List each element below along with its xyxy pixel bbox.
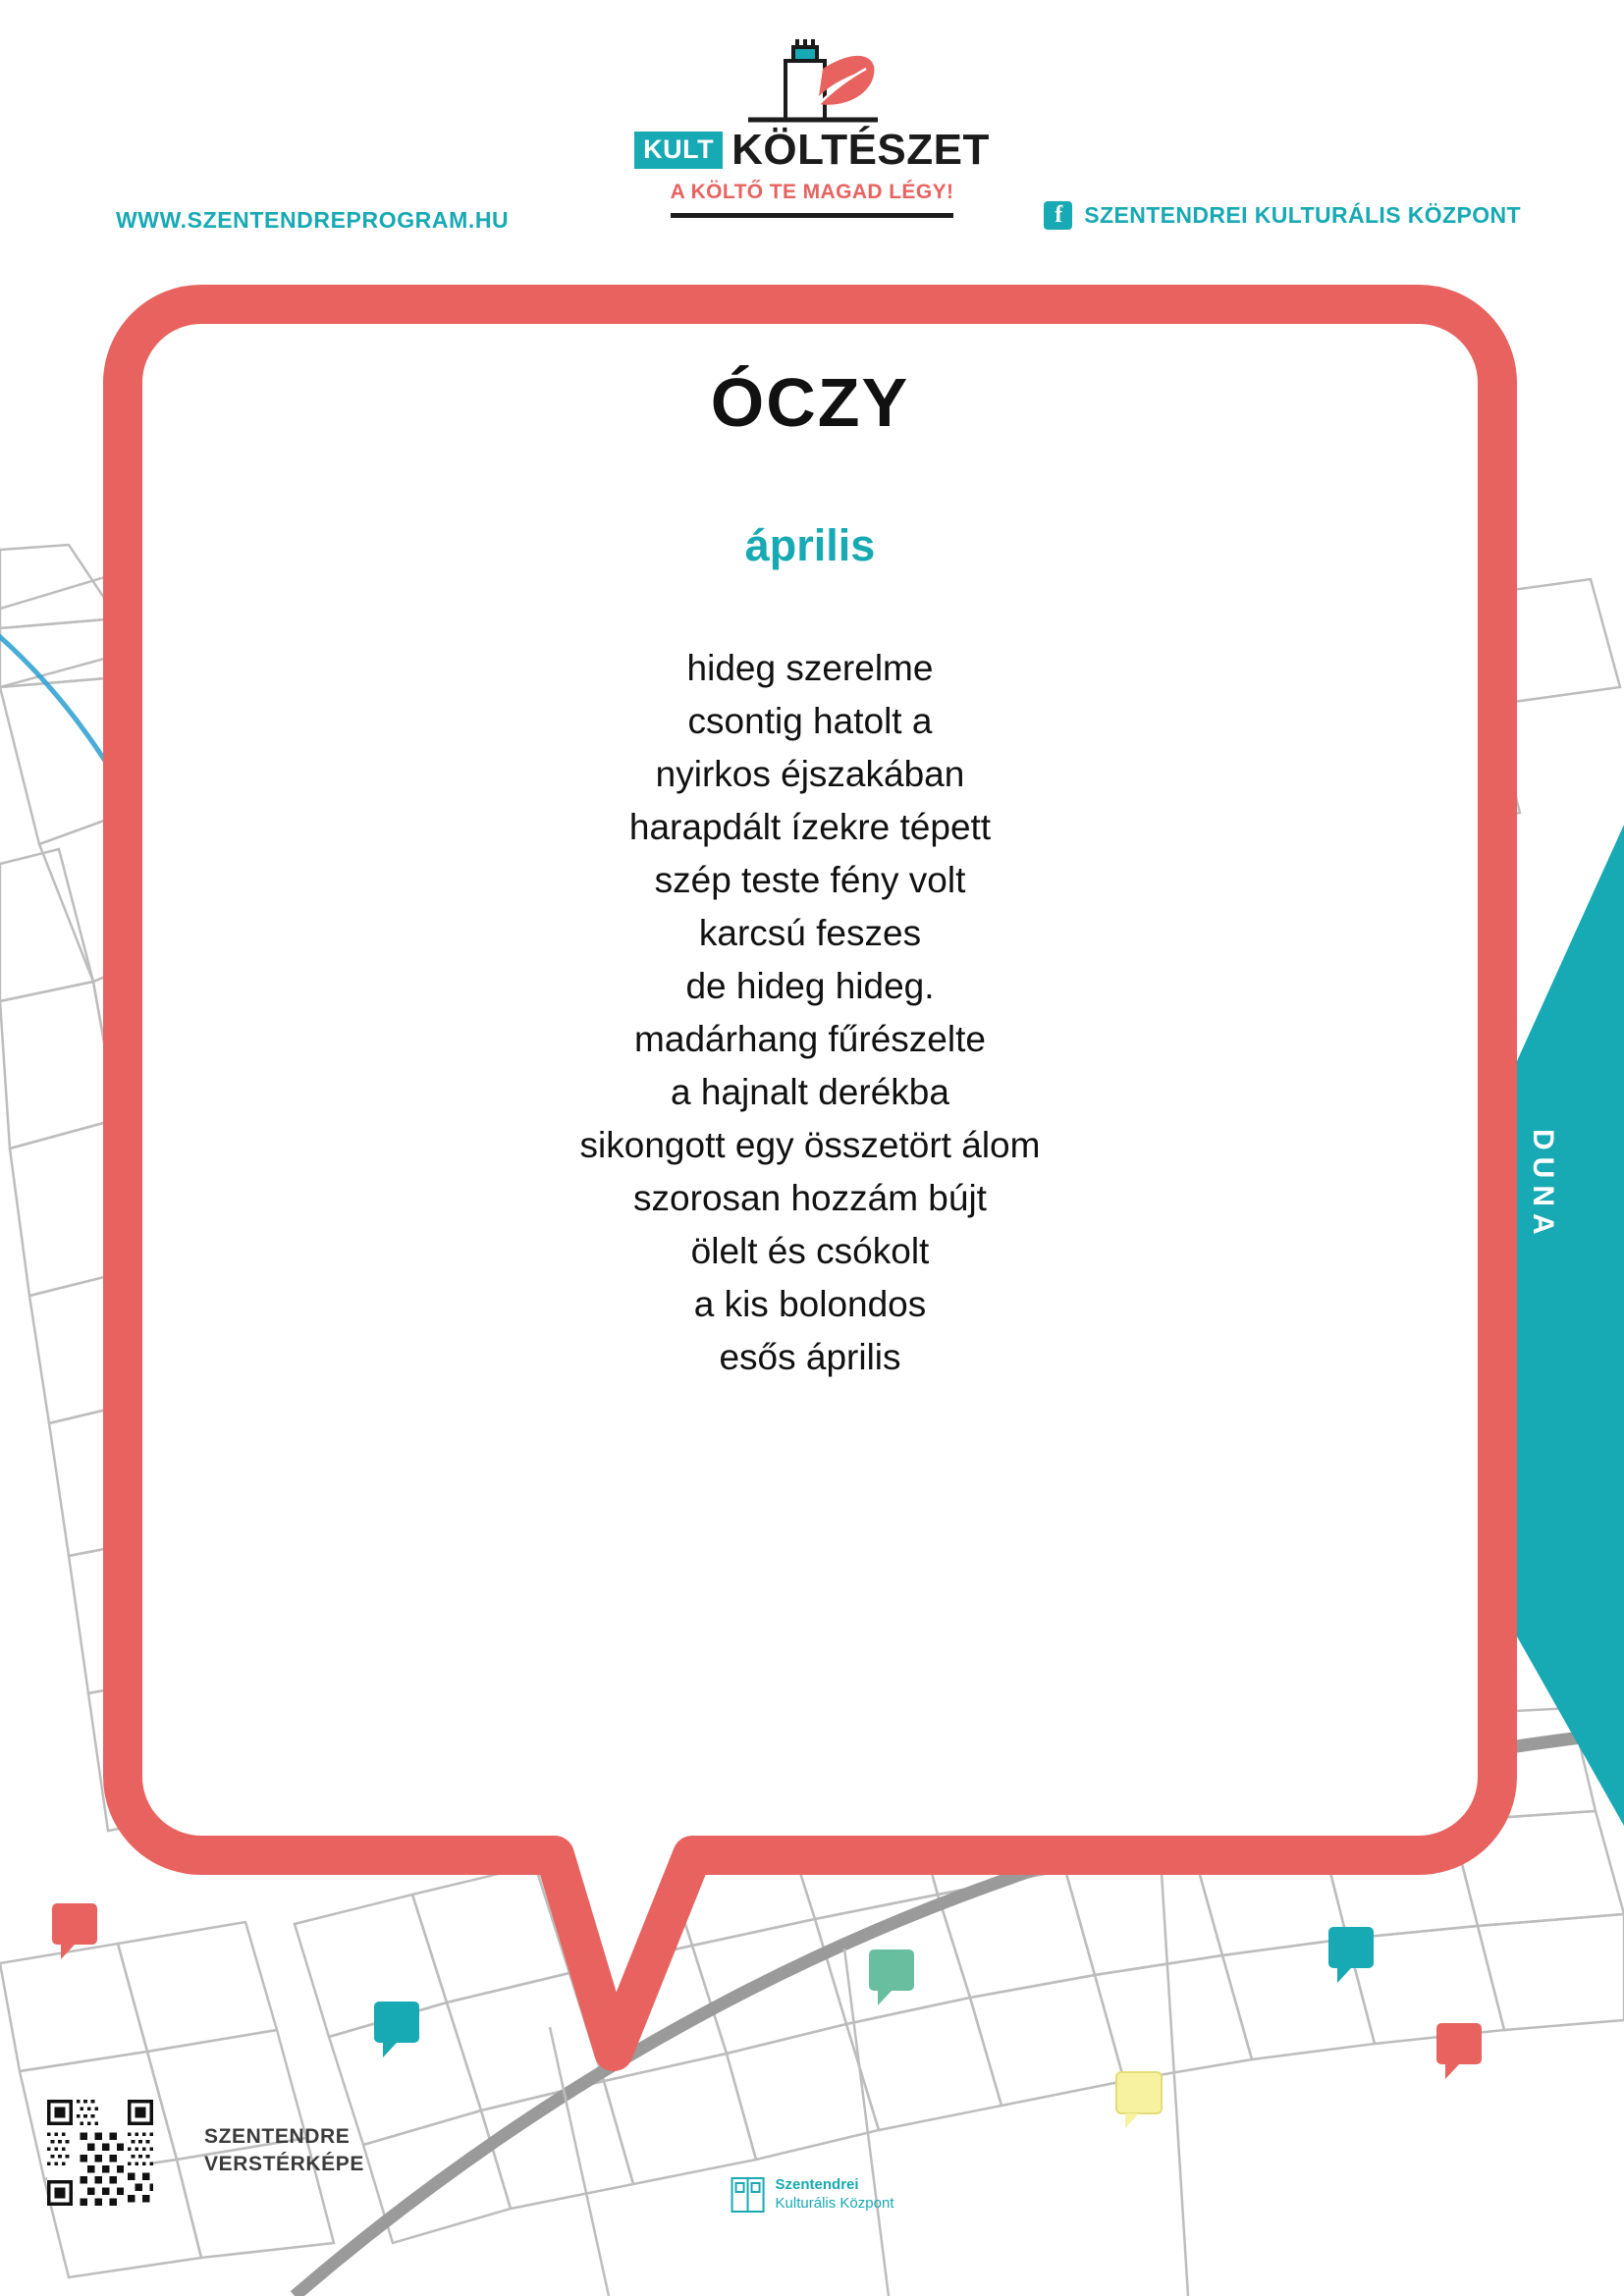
logo-tagline: A KÖLTŐ TE MAGAD LÉGY! bbox=[670, 181, 954, 203]
facebook-icon bbox=[1044, 201, 1072, 230]
book-building-icon bbox=[731, 2174, 766, 2216]
poem-text bbox=[221, 642, 1399, 1384]
poem-line: de hideg hideg. bbox=[685, 966, 935, 1007]
poem-line: csontig hatolt a bbox=[687, 701, 933, 742]
poem-line: ölelt és csókolt bbox=[690, 1231, 930, 1272]
poem-line: esős április bbox=[719, 1337, 901, 1378]
poem-speech-bubble bbox=[103, 285, 1517, 2081]
logo-word: KÖLTÉSZET bbox=[731, 126, 990, 174]
poem-line: sikongott egy összetört álom bbox=[579, 1125, 1041, 1166]
footer-org-text bbox=[776, 2176, 894, 2214]
poem-block bbox=[221, 363, 1399, 1384]
poem-title: április bbox=[744, 520, 876, 570]
poem-line: madárhang fűrészelte bbox=[634, 1019, 986, 1060]
header bbox=[0, 0, 1624, 265]
footer-caption-line-2: VERSTÉRKÉPE bbox=[204, 2153, 364, 2176]
poem-line: a kis bolondos bbox=[693, 1284, 927, 1325]
poem-line: karcsú feszes bbox=[698, 913, 922, 954]
facebook-link[interactable] bbox=[1044, 201, 1521, 230]
map-pin-coral-left[interactable] bbox=[51, 1902, 98, 1963]
website-url[interactable]: WWW.SZENTENDREPROGRAM.HU bbox=[116, 207, 510, 233]
inkwell-feather-icon bbox=[650, 29, 974, 130]
facebook-label: SZENTENDREI KULTURÁLIS KÖZPONT bbox=[1084, 202, 1521, 228]
duna-label: DUNA bbox=[1527, 1129, 1559, 1242]
footer-caption-line-1: SZENTENDRE bbox=[204, 2125, 351, 2148]
szentendrei-kulturalis-kozpont-logo bbox=[731, 2174, 894, 2216]
kult-koltészet-logo bbox=[643, 29, 990, 218]
poem-line: harapdált ízekre tépett bbox=[628, 807, 992, 848]
footer-caption bbox=[204, 2123, 364, 2179]
poem-line: szép teste fény volt bbox=[654, 860, 966, 901]
poem-line: a hajnalt derékba bbox=[671, 1072, 949, 1113]
logo-underline bbox=[671, 213, 953, 218]
poem-line: nyirkos éjszakában bbox=[655, 754, 965, 795]
footer-org-name: Szentendrei bbox=[775, 2176, 859, 2194]
footer-org-sub: Kulturális Központ bbox=[775, 2195, 894, 2212]
poem-line: hideg szerelme bbox=[686, 648, 934, 688]
poem-line: szorosan hozzám bújt bbox=[633, 1178, 987, 1219]
logo-badge-kult: KULT bbox=[634, 132, 723, 169]
qr-code[interactable] bbox=[47, 2100, 153, 2206]
poem-author: ÓCZY bbox=[710, 364, 910, 441]
